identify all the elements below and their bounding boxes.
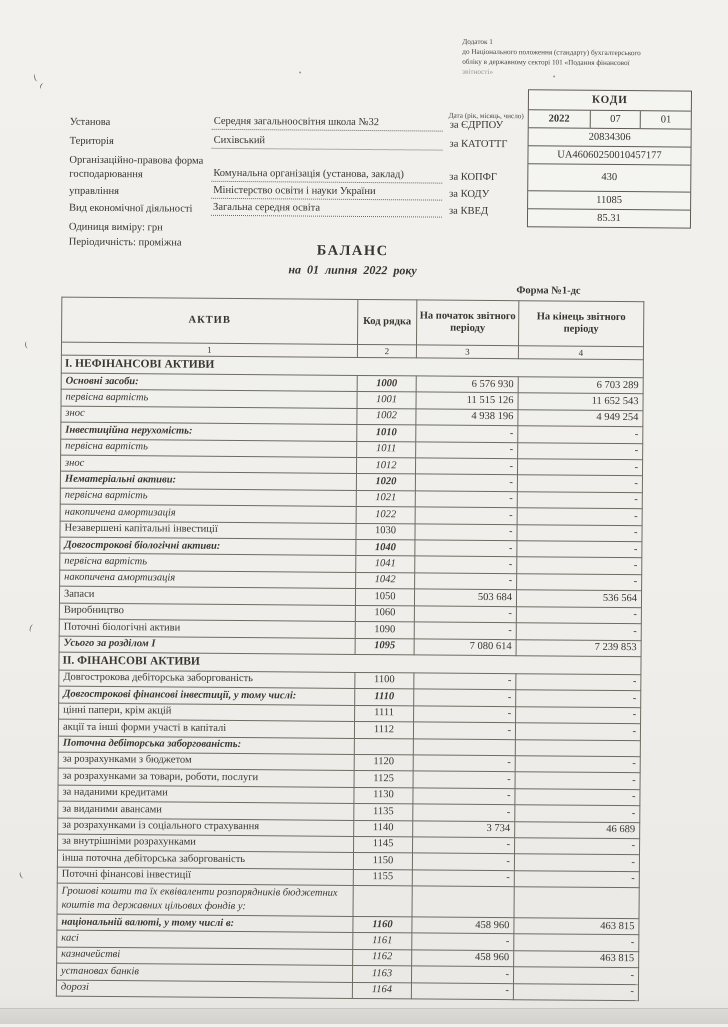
value-period-start: - — [412, 933, 514, 950]
org-field-label: Вид економічної діяльності — [69, 202, 193, 215]
row-code: 1164 — [352, 982, 411, 999]
codes-date-row — [529, 110, 691, 129]
header-period-end: На кінець звітного періоду — [518, 301, 643, 347]
row-code: 1021 — [356, 490, 415, 507]
org-field-label: Організаційно-правова форма господарювання — [69, 154, 204, 180]
org-field-value: Міністерство освіти і науки України — [211, 184, 442, 201]
column-number: 1 — [61, 342, 357, 357]
code-kodu: 11085 — [528, 191, 690, 210]
row-code: 1135 — [354, 804, 413, 821]
row-code: 1120 — [354, 754, 413, 771]
scan-speck — [33, 73, 40, 82]
column-number: 2 — [357, 344, 416, 357]
appendix-note — [462, 37, 714, 79]
row-code: 1042 — [356, 572, 415, 589]
value-period-end: - — [516, 606, 641, 623]
document-subtitle: на 01 липня 2022 року — [288, 262, 417, 278]
row-label: Основні засоби: — [61, 373, 357, 392]
row-label: Довгострокові біологічні активи: — [60, 537, 356, 556]
scan-speck — [24, 341, 30, 349]
row-code: 1125 — [354, 771, 413, 788]
value-period-end: 11 652 543 — [518, 393, 643, 410]
value-period-start: 503 684 — [414, 589, 516, 606]
row-label: Поточні фінансові інвестиції — [57, 867, 353, 886]
appendix-note-line: обліку в державному секторі 101 «Подання фінансової — [462, 57, 630, 68]
value-period-start: - — [416, 425, 518, 442]
code-edrpou: 20834306 — [529, 128, 691, 147]
column-number: 3 — [416, 345, 518, 359]
row-code: 1160 — [353, 916, 412, 933]
value-period-start: - — [415, 524, 517, 541]
value-period-end: - — [518, 426, 643, 443]
value-period-end: - — [517, 475, 642, 492]
row-label: акції та інші форми участі в капіталі — [58, 719, 354, 738]
scan-speck — [19, 871, 26, 879]
table-header-row — [62, 297, 644, 347]
row-label: первісна вартість — [61, 439, 357, 458]
row-code: 1161 — [353, 933, 412, 950]
row-label: національній валюті, у тому числі в: — [57, 914, 353, 933]
value-period-end: 463 815 — [514, 918, 639, 935]
row-label: інша поточна дебіторська заборгованість — [57, 850, 353, 869]
value-period-end: - — [516, 690, 641, 707]
value-period-start: - — [411, 983, 513, 1000]
row-label: Виробництво — [59, 603, 355, 622]
header-code: Код рядка — [358, 299, 417, 344]
row-label: накопичена амортизація — [60, 570, 356, 589]
row-code: 1145 — [354, 836, 413, 853]
value-period-end: - — [517, 541, 642, 558]
value-period-end: - — [516, 706, 641, 723]
row-label: знос — [61, 406, 357, 425]
column-number: 4 — [518, 346, 643, 360]
org-field-terytoria — [70, 129, 526, 152]
balance-table-body — [56, 355, 643, 1001]
value-period-start: - — [415, 556, 517, 573]
row-code: 1020 — [356, 474, 415, 491]
code-kopfg: 430 — [528, 164, 690, 192]
org-field-code-label: за КОДУ — [449, 188, 490, 200]
row-code: 1012 — [356, 457, 415, 474]
org-field-value: Середня загальноосвітня школа №32 — [212, 115, 443, 132]
header-period-start: На початок звітного періоду — [416, 300, 518, 346]
scan-speck — [553, 75, 555, 77]
value-period-end: - — [513, 967, 638, 984]
value-period-start: - — [414, 622, 516, 639]
org-field-code-label: за КОПФГ — [449, 171, 498, 184]
appendix-note-line: звітності» — [462, 67, 494, 77]
value-period-end: 46 689 — [515, 821, 640, 838]
value-period-end: 463 815 — [514, 951, 639, 968]
value-period-end: - — [515, 756, 640, 773]
row-label: Грошові кошти та їх еквіваленти розпорядників бюджетних коштів та державних цільових фондів у: — [57, 883, 353, 916]
org-field-code-label: за ЄДРПОУ — [449, 119, 504, 132]
row-label: цінні папери, крім акцій — [59, 703, 355, 722]
row-code: 1155 — [353, 869, 412, 886]
value-period-start: 3 734 — [413, 820, 515, 837]
value-period-start: 7 080 614 — [414, 638, 516, 655]
value-period-end: 4 949 254 — [518, 410, 643, 427]
value-period-start: 11 515 126 — [416, 392, 518, 409]
value-period-start: - — [413, 837, 515, 854]
row-label: за розрахунками із соціального страхування — [58, 818, 354, 837]
row-code: 1001 — [357, 392, 416, 409]
scan-speck — [299, 71, 301, 73]
code-kved: 85.31 — [597, 212, 621, 225]
row-code: 1022 — [356, 507, 415, 524]
row-code: 1130 — [354, 787, 413, 804]
value-period-end: - — [514, 870, 639, 887]
appendix-note-line: до Національного положення (стандарту) бухгалтерського — [462, 47, 641, 58]
value-period-end — [514, 887, 639, 919]
value-period-start: - — [415, 491, 517, 508]
header-asset: АКТИВ — [62, 297, 358, 344]
value-period-start: - — [413, 755, 515, 772]
value-period-end: - — [515, 723, 640, 740]
codes-box — [527, 89, 692, 228]
row-code: 1100 — [355, 672, 414, 689]
org-field-upravlinnia — [69, 181, 525, 202]
row-label: Поточні біологічні активи — [59, 619, 355, 638]
value-period-start: - — [414, 689, 516, 706]
row-code: 1050 — [355, 589, 414, 606]
value-period-end: - — [513, 983, 638, 1000]
section-title: ІІ. ФІНАНСОВІ АКТИВИ — [59, 652, 641, 675]
row-code: 1150 — [353, 853, 412, 870]
value-period-start: - — [414, 606, 516, 623]
org-field-kved — [69, 198, 525, 219]
row-label: за розрахунками з бюджетом — [58, 752, 354, 771]
date-month: 07 — [591, 111, 642, 128]
scanner-edge — [0, 1008, 728, 1024]
value-period-start: - — [412, 853, 514, 870]
value-period-start: - — [413, 771, 515, 788]
row-code: 1011 — [357, 441, 416, 458]
value-period-end: - — [517, 557, 642, 574]
value-period-end: - — [516, 623, 641, 640]
value-period-end: - — [515, 772, 640, 789]
row-code: 1030 — [356, 523, 415, 540]
row-code: 1112 — [354, 722, 413, 739]
value-period-start: - — [414, 673, 516, 690]
org-field-label: Установа — [69, 116, 111, 128]
row-code: 1040 — [356, 540, 415, 557]
value-period-start: - — [413, 722, 515, 739]
row-code: 1140 — [354, 820, 413, 837]
value-period-end: 6 703 289 — [518, 377, 643, 394]
value-period-end: 536 564 — [516, 590, 641, 607]
row-label: за розрахунками за товари, роботи, послуги — [58, 768, 354, 787]
periodicity-line: Періодичність: проміжна — [68, 236, 182, 249]
date-label: Дата (рік, місяць, число) — [448, 111, 524, 121]
scan-speck — [39, 83, 46, 91]
row-label: касі — [57, 931, 353, 950]
org-field-value: Загальна середня освіта — [211, 201, 442, 218]
row-label: казначействі — [57, 947, 353, 966]
value-period-start: - — [415, 474, 517, 491]
org-field-code-label: за КВЕД — [449, 205, 489, 217]
org-info — [69, 110, 526, 254]
appendix-note-line: Додаток 1 — [462, 37, 493, 47]
value-period-start: - — [413, 788, 515, 805]
org-field-label: управління — [69, 185, 120, 197]
row-code: 1002 — [357, 408, 416, 425]
value-period-end: 7 239 853 — [516, 639, 641, 656]
value-period-start: - — [411, 966, 513, 983]
value-period-end: - — [515, 838, 640, 855]
value-period-start: 4 938 196 — [416, 409, 518, 426]
row-code: 1090 — [355, 622, 414, 639]
form-number-label: Форма №1-дс — [516, 285, 581, 297]
codes-box-title: КОДИ — [529, 90, 691, 111]
unit-line: Одиниця виміру: грн — [68, 221, 163, 234]
value-period-start: - — [415, 507, 517, 524]
date-year: 2022 — [529, 110, 591, 127]
row-code: 1060 — [355, 605, 414, 622]
row-label: дорозі — [56, 980, 352, 999]
row-label: Незавершені капітальні інвестиції — [60, 521, 356, 540]
value-period-start: - — [412, 870, 514, 887]
value-period-end: - — [517, 574, 642, 591]
value-period-start — [412, 886, 514, 918]
value-period-start: - — [415, 458, 517, 475]
value-period-end: - — [515, 805, 640, 822]
row-code: 1110 — [355, 689, 414, 706]
org-field-orgform — [69, 148, 525, 185]
row-code: 1041 — [356, 556, 415, 573]
value-period-end: - — [517, 508, 642, 525]
row-code — [354, 738, 413, 755]
row-code: 1111 — [355, 705, 414, 722]
scan-speck — [29, 624, 36, 633]
row-code: 1010 — [357, 425, 416, 442]
org-field-value: Сихівський — [212, 134, 443, 151]
code-katottg: UA46060250010457177 — [528, 146, 690, 165]
row-label: установах банків — [57, 963, 353, 982]
row-code: 1000 — [357, 375, 416, 392]
value-period-start: - — [415, 540, 517, 557]
row-code: 1163 — [352, 966, 411, 983]
value-period-end: - — [514, 854, 639, 871]
row-label: первісна вартість — [61, 390, 357, 409]
row-label: Довгострокова дебіторська заборгованість — [59, 670, 355, 689]
row-code: 1095 — [355, 638, 414, 655]
value-period-start: - — [415, 573, 517, 590]
value-period-start: 458 960 — [412, 950, 514, 967]
row-label: за виданими авансами — [58, 801, 354, 820]
row-label: Нематеріальні активи: — [60, 472, 356, 491]
balance-table — [56, 297, 644, 1002]
table-row — [56, 980, 638, 1001]
row-label: знос — [60, 455, 356, 474]
value-period-end: - — [516, 674, 641, 691]
row-label: за внутрішніми розрахунками — [58, 834, 354, 853]
value-period-start: 458 960 — [412, 917, 514, 934]
table-row — [57, 883, 639, 918]
org-field-ustanova — [70, 110, 526, 133]
document-title: БАЛАНС — [316, 242, 389, 260]
value-period-start: - — [416, 442, 518, 459]
date-day: 01 — [660, 114, 672, 126]
row-label: Інвестиційна нерухомість: — [61, 422, 357, 441]
value-period-start — [413, 738, 515, 755]
value-period-end: - — [517, 492, 642, 509]
org-field-value: Комунальна організація (установа, заклад) — [211, 167, 442, 184]
value-period-start: 6 576 930 — [416, 376, 518, 393]
value-period-start: - — [413, 804, 515, 821]
row-label: первісна вартість — [60, 554, 356, 573]
value-period-end: - — [517, 524, 642, 541]
row-label: Усього за розділом І — [59, 636, 355, 655]
value-period-end: - — [517, 459, 642, 476]
value-period-end: - — [514, 934, 639, 951]
row-label: Довгострокові фінансові інвестиції, у тому числі: — [59, 686, 355, 705]
org-field-label: Територія — [69, 135, 114, 147]
org-field-code-label: за КАТОТТГ — [449, 138, 508, 151]
value-period-end: - — [518, 442, 643, 459]
value-period-start: - — [414, 706, 516, 723]
row-label: Запаси — [59, 586, 355, 605]
row-code: 1162 — [353, 949, 412, 966]
row-code — [353, 886, 412, 917]
row-label: за наданими кредитами — [58, 785, 354, 804]
row-label: накопичена амортизація — [60, 504, 356, 523]
value-period-end: - — [515, 788, 640, 805]
section-title: І. НЕФІНАНСОВІ АКТИВИ — [61, 355, 643, 378]
row-label: первісна вартість — [60, 488, 356, 507]
value-period-end — [515, 739, 640, 756]
row-label: Поточна дебіторська заборгованість: — [58, 736, 354, 755]
